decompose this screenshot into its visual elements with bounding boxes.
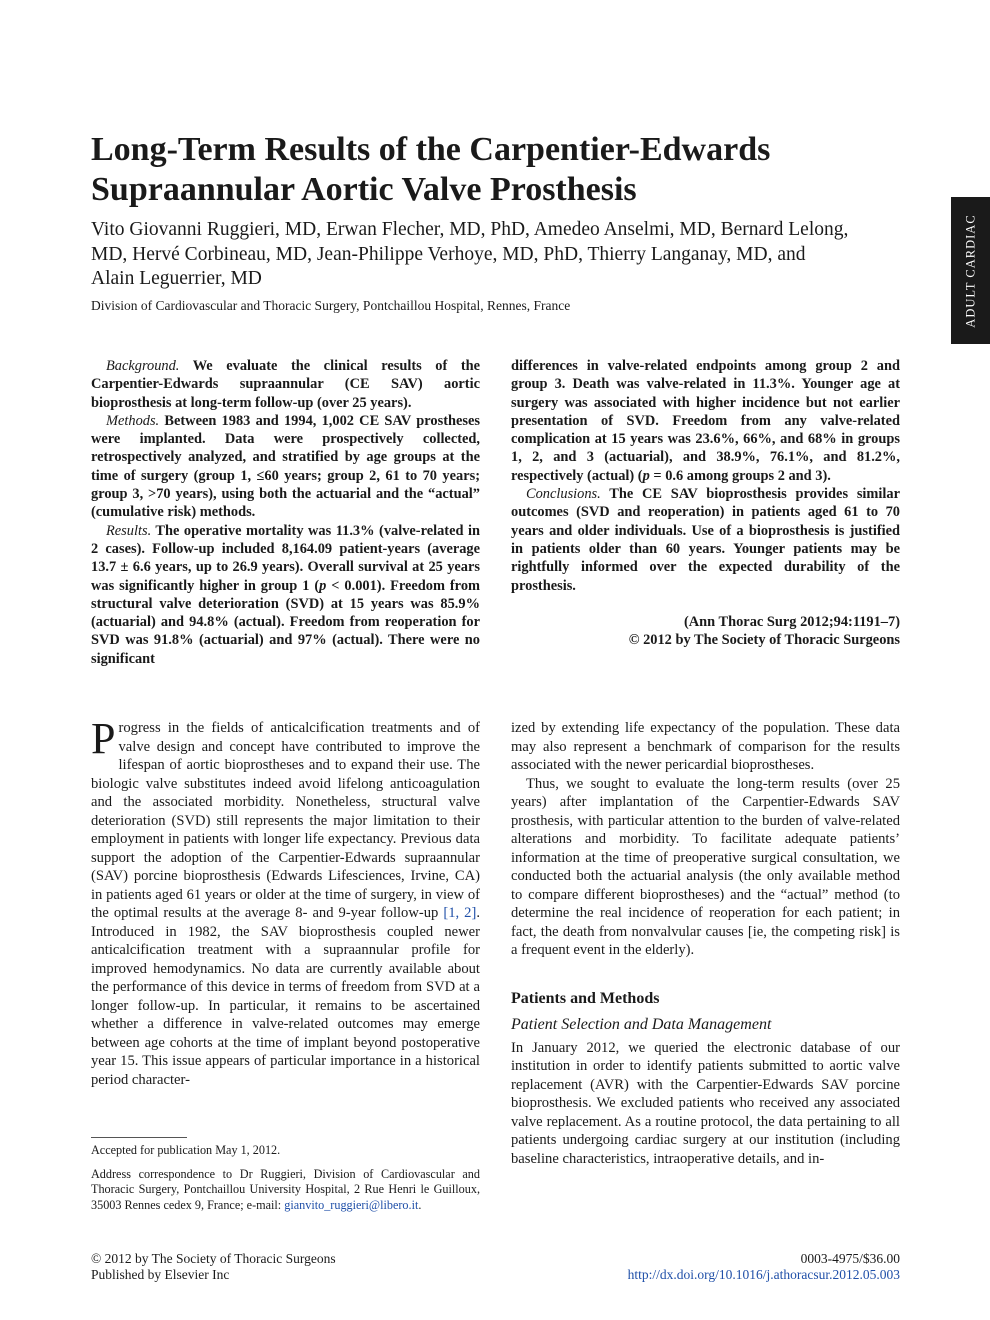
correspondence-note: Address correspondence to Dr Ruggieri, Division of Cardiovascular and Thoracic Surgery, Pontchaillou University Hospital, 2 Rue Henri le Guilloux, 35003 Rennes cedex 9, France; e-mail: gianvito_ruggieri@libero.it. <box>91 1166 480 1212</box>
title-line-1: Long-Term Results of the Carpentier-Edwards <box>91 131 771 168</box>
journal-citation-block <box>511 613 900 650</box>
article-title <box>91 130 851 210</box>
affiliation: Division of Cardiovascular and Thoracic Surgery, Pontchaillou Hospital, Rennes, France <box>91 298 571 313</box>
abstract-right-column <box>511 357 900 649</box>
methods-label: Methods. <box>106 412 160 429</box>
body-right-column <box>511 719 900 1168</box>
abstract-conclusions: Conclusions. The CE SAV bioprosthesis provides similar outcomes (SVD and reoperation) in patients aged 61 to 70 years and older individuals. Use of a bioprosthesis is justified in patients older than 60 years. Younger patients may be rightfully informed over the expected durability of the prosthesis. <box>511 486 900 594</box>
footnotes <box>91 1143 480 1221</box>
author-list: Vito Giovanni Ruggieri, MD, Erwan Flecher, MD, PhD, Amedeo Anselmi, MD, Bernard Lelong, MD, Hervé Corbineau, MD, Jean-Philippe Verhoye, MD, PhD, Thierry Langanay, MD, and Alain Leguerrier, MD <box>91 219 849 289</box>
abstract-left-column <box>91 357 480 668</box>
section-heading: Patients and Methods <box>511 989 660 1007</box>
abstract-background: Background. We evaluate the clinical results of the Carpentier-Edwards supraannular (CE SAV) aortic bioprosthesis at long-term follow-up (over 25 years). <box>91 358 480 411</box>
footer-left <box>91 1251 491 1283</box>
email-link[interactable]: gianvito_ruggieri@libero.it <box>284 1197 419 1212</box>
body-left-column <box>91 714 480 1089</box>
accepted-note: Accepted for publication May 1, 2012. <box>91 1143 281 1157</box>
journal-citation: (Ann Thorac Surg 2012;94:1191–7) <box>683 613 900 630</box>
drop-cap: P <box>91 714 116 763</box>
reference-link[interactable]: [1, 2] <box>443 905 477 921</box>
abstract-copyright: © 2012 by The Society of Thoracic Surgeons <box>628 632 900 649</box>
title-line-2: Supraannular Aortic Valve Prosthesis <box>91 171 637 208</box>
aim-paragraph: Thus, we sought to evaluate the long-term results (over 25 years) after implantation of the Carpentier-Edwards SAV prosthesis, with particular attention to the burden of valve-related alterations and morbidity. To facilitate adequate patients’ information at the time of preoperative surgical consultation, we conducted both the actuarial analysis (the only available method to compare different bioprostheses) and the “actual” method (to determine the real incidence of reoperation for each patient; in fact, the death from nonvalvular causes [ie, the competing risk] is a frequent event in the elderly). <box>511 775 900 958</box>
doi-link[interactable]: http://dx.doi.org/10.1016/j.athoracsur.2012.05.003 <box>627 1267 900 1282</box>
abstract-results-continued: differences in valve-related endpoints among group 2 and group 3. Death was valve-related in 11.3%. Younger age at surgery was associated with higher incidence but not earlier presentation of SVD. Freedom from any valve-related complication at 15 years was 23.6%, 66%, and 68% in groups 1, 2, and 3 (actuarial), and 38.9%, 76.1%, and 81.2%, respectively (actual) (p = 0.6 among groups 2 and 3). <box>511 358 900 484</box>
footer-issn: 0003-4975/$36.00 <box>800 1251 900 1266</box>
abstract-methods: Methods. Between 1983 and 1994, 1,002 CE SAV prostheses were implanted. Data were prospectively collected, retrospectively analyzed, and stratified by age groups at the time of surgery (group 1, ≤60 years; group 2, 61 to 70 years; group 3, >70 years), using both the actuarial and the “actual” (cumulative risk) methods. <box>91 412 480 521</box>
subsection-heading: Patient Selection and Data Management <box>511 1016 772 1033</box>
intro-paragraph-continued: ized by extending life expectancy of the population. These data may also represent a benchmark of comparison for the results associated with the newer pericardial bioprostheses. <box>511 720 900 773</box>
abstract-results: Results. The operative mortality was 11.3% (valve-related in 2 cases). Follow-up included 8,164.09 patient-years (average 13.7 ± 6.6 years, up to 26.9 years). Overall survival at 25 years was significantly higher in group 1 (p < 0.001). Freedom from structural valve deterioration (SVD) at 15 years was 85.9% (actuarial) and 94.8% (actual). Freedom from reoperation for SVD was 91.8% (actuarial) and 97% (actual). There were no significant <box>91 522 480 667</box>
conclusions-label: Conclusions. <box>526 486 601 503</box>
footnote-rule <box>91 1137 187 1138</box>
section-tab-label: ADULT CARDIAC <box>963 213 977 328</box>
footer-publisher: Published by Elsevier Inc <box>91 1267 230 1282</box>
section-tab <box>951 197 990 344</box>
results-label: Results. <box>106 522 152 539</box>
methods-paragraph: In January 2012, we queried the electronic database of our institution in order to identify patients submitted to aortic valve replacement (AVR) with the Carpentier-Edwards SAV porcine bioprosthesis. We excluded patients who received any associated valve replacement. As a routine protocol, the data pertaining to all patients undergoing cardiac surgery at our institution (including baseline characteristics, intraoperative details, and in- <box>511 1039 900 1167</box>
footer-copyright: © 2012 by The Society of Thoracic Surgeons <box>91 1251 336 1266</box>
footer-right <box>500 1251 900 1283</box>
intro-paragraph: Progress in the fields of anticalcification treatments and of valve design and concept have contributed to improve the lifespan of aortic bioprostheses and to expand their use. The biologic valve substitutes indeed avoid lifelong anticoagulation and the associated morbidity. Nonetheless, structural valve deterioration (SVD) still represents the major limitation to their employment in patients with longer life expectancy. Previous data support the adoption of the Carpentier-Edwards supraannular (SAV) porcine bioprosthesis (Edwards Lifesciences, Irvine, CA) in patients aged 61 years or older at the time of surgery, in view of the optimal results at the average 8- and 9-year follow-up [1, 2]. Introduced in 1982, the SAV bioprosthesis coupled newer anticalcification treatment with a supraannular profile for improved hemodynamics. No data are currently available about the performance of this device in terms of freedom from SVD at a longer follow-up. In particular, it remains to be ascertained whether a difference in valve-related outcomes may emerge between age cohorts at the time of implant beyond postoperative year 15. This issue appears of particular importance in a historical period character- <box>91 714 480 1088</box>
background-label: Background. <box>106 358 180 374</box>
